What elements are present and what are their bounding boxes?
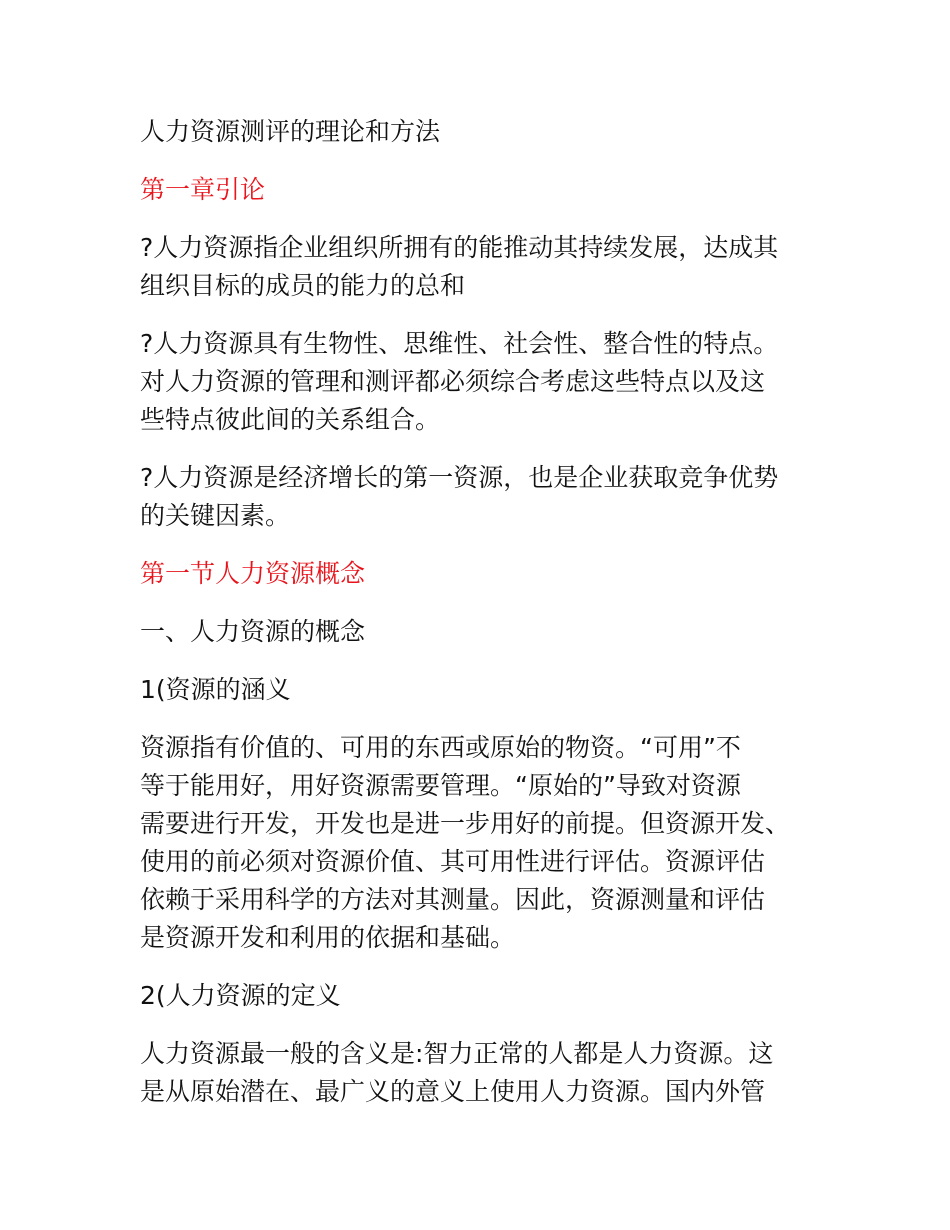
document-title-block [140, 113, 820, 151]
paragraph-line: 组织目标的成员的能力的总和 [140, 271, 466, 300]
paragraph-line: 人力资源最一般的含义是:智力正常的人都是人力资源。这 [140, 1039, 774, 1068]
item-1-heading: 1(资源的涵义 [140, 675, 291, 704]
paragraph-1 [140, 229, 820, 305]
paragraph-line: ?人力资源是经济增长的第一资源，也是企业获取竞争优势 [140, 463, 779, 492]
paragraph-line: 对人力资源的管理和测评都必须综合考虑这些特点以及这 [140, 367, 766, 396]
paragraph-line: 是从原始潜在、最广义的意义上使用人力资源。国内外管 [140, 1077, 766, 1106]
paragraph-line: ?人力资源指企业组织所拥有的能推动其持续发展，达成其 [140, 233, 779, 262]
paragraph-5 [140, 1035, 820, 1111]
item-2-heading-block [140, 977, 820, 1015]
paragraph-2 [140, 325, 820, 439]
document-title: 人力资源测评的理论和方法 [140, 117, 441, 146]
paragraph-line: 的关键因素。 [140, 501, 291, 530]
paragraph-line: 使用的前必须对资源价值、其可用性进行评估。资源评估 [140, 847, 766, 876]
chapter-heading: 第一章引论 [140, 175, 266, 204]
paragraph-line: 等于能用好，用好资源需要管理。“原始的”导致对资源 [140, 771, 741, 800]
subheading: 一、人力资源的概念 [140, 617, 366, 646]
paragraph-3 [140, 459, 820, 535]
document-page [140, 113, 820, 1131]
section-heading-block [140, 555, 820, 593]
chapter-heading-block [140, 171, 820, 209]
paragraph-line: 资源指有价值的、可用的东西或原始的物资。“可用”不 [140, 733, 741, 762]
item-1-heading-block [140, 671, 820, 709]
item-2-heading: 2(人力资源的定义 [140, 981, 341, 1010]
subheading-block [140, 613, 820, 651]
paragraph-line: 需要进行开发，开发也是进一步用好的前提。但资源开发、 [140, 809, 791, 838]
paragraph-line: ?人力资源具有生物性、思维性、社会性、整合性的特点。 [140, 329, 779, 358]
paragraph-4 [140, 729, 820, 957]
paragraph-line: 是资源开发和利用的依据和基础。 [140, 923, 516, 952]
paragraph-line: 些特点彼此间的关系组合。 [140, 405, 441, 434]
paragraph-line: 依赖于采用科学的方法对其测量。因此，资源测量和评估 [140, 885, 766, 914]
section-heading: 第一节人力资源概念 [140, 559, 366, 588]
